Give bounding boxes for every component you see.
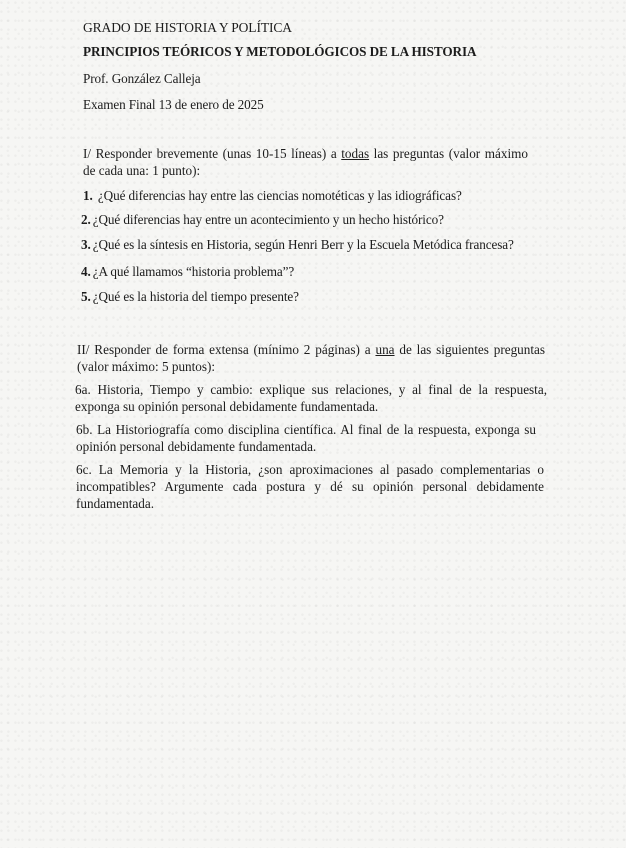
part1-instruction-end: las preguntas (valor máximo de cada una: 1 punto):	[83, 146, 528, 178]
question-1	[83, 188, 462, 204]
essay-option-6a: 6a. Historia, Tiempo y cambio: explique sus relaciones, y al final de la respuesta, exponga su opinión personal debidamente fundamentada.	[75, 382, 547, 414]
question-3	[81, 237, 514, 253]
part2-instruction-start: II/ Responder de forma extensa (mínimo 2 páginas) a	[77, 342, 376, 357]
question-2	[81, 212, 444, 228]
question-text: ¿Qué es la síntesis en Historia, según Henri Berr y la Escuela Metódica francesa?	[92, 237, 514, 252]
professor-name: Prof. González Calleja	[83, 71, 201, 86]
question-text: ¿A qué llamamos “historia problema”?	[92, 264, 295, 279]
question-number: 1.	[83, 188, 93, 203]
essay-option-6b: 6b. La Historiografía como disciplina científica. Al final de la respuesta, exponga su opinión personal debidamente fundamentada.	[76, 422, 536, 454]
question-number: 3.	[81, 237, 91, 252]
part2-instruction	[77, 341, 545, 375]
part1-instruction	[83, 145, 528, 179]
question-4	[81, 264, 294, 280]
course-title: PRINCIPIOS TEÓRICOS Y METODOLÓGICOS DE LA HISTORIA	[83, 44, 477, 59]
question-5	[81, 289, 299, 305]
question-text: ¿Qué es la historia del tiempo presente?	[92, 289, 299, 304]
degree-title: GRADO DE HISTORIA Y POLÍTICA	[83, 20, 292, 35]
part1-instruction-underlined: todas	[341, 146, 370, 161]
question-text: ¿Qué diferencias hay entre las ciencias nomotéticas y las idiográficas?	[97, 188, 462, 203]
question-text: ¿Qué diferencias hay entre un acontecimiento y un hecho histórico?	[92, 212, 444, 227]
question-number: 2.	[81, 212, 91, 227]
part2-instruction-underlined: una	[375, 342, 395, 357]
essay-option-6c: 6c. La Memoria y la Historia, ¿son aproximaciones al pasado complementarias o incompatibles? Argumente cada postura y dé su opinión personal debidamente fundamentada.	[76, 462, 544, 511]
part1-instruction-start: I/ Responder brevemente (unas 10-15 líneas) a	[83, 146, 342, 161]
exam-date: Examen Final 13 de enero de 2025	[83, 97, 264, 112]
part2-instruction-end: de las siguientes preguntas (valor máximo: 5 puntos):	[77, 342, 545, 374]
question-number: 5.	[81, 289, 91, 304]
question-number: 4.	[81, 264, 91, 279]
